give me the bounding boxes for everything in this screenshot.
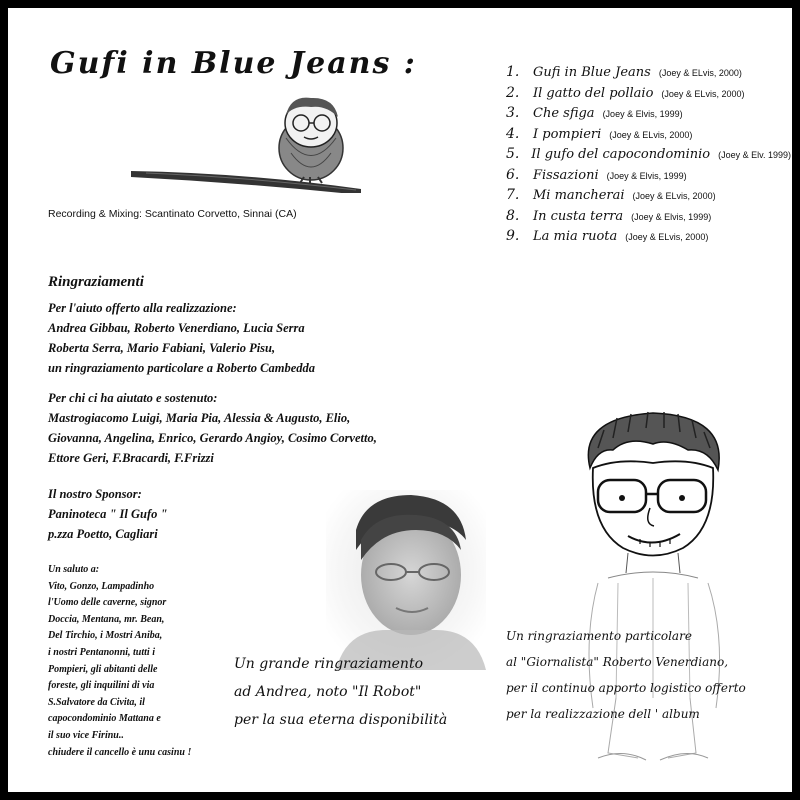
saluto-line: Un saluto a: (48, 564, 100, 575)
track-credit: (Joey & ELvis, 2000) (661, 88, 745, 99)
track-title: La mia ruota (533, 229, 618, 244)
thanks-line: per la realizzazione dell ' album (506, 707, 700, 721)
sponsor-line: p.zza Poetto, Cagliari (48, 527, 158, 541)
recording-credit: Recording & Mixing: Scantinato Corvetto, Sinnai (CA) (48, 208, 297, 220)
ack-line: Mastrogiacomo Luigi, Maria Pia, Alessia & Augusto, Elio, (48, 411, 351, 425)
thanks-andrea-text (234, 650, 447, 734)
ack-line: Ettore Geri, F.Bracardi, F.Frizzi (48, 451, 214, 465)
ack-line: Giovanna, Angelina, Enrico, Gerardo Angioy, Cosimo Corvetto, (48, 431, 377, 445)
track-credit: (Joey & Elvis, 1999) (631, 211, 712, 222)
track-item: 8. In custa terra (Joey & Elvis, 1999) (506, 207, 712, 224)
saluto-line: Vito, Gonzo, Lampadinho (48, 580, 155, 592)
track-title: I pompieri (533, 126, 602, 142)
saluto-line: l'Uomo delle caverne, signor (48, 597, 167, 609)
thanks-line: ad Andrea, noto "Il Robot" (234, 684, 422, 700)
saluto-line: chiudere il cancello è unu casinu ! (48, 746, 192, 758)
andrea-photo (326, 490, 486, 670)
track-item: 1. Gufi in Blue Jeans (Joey & ELvis, 2000) (506, 64, 742, 80)
ack-line: Per l'aiuto offerto alla realizzazione: (48, 301, 237, 315)
track-credit: (Joey & Elvis, 1999) (606, 170, 687, 181)
track-item: 2. Il gatto del pollaio (Joey & ELvis, 2000) (506, 84, 745, 101)
track-title: Il gatto del pollaio (533, 85, 654, 101)
track-title: In custa terra (533, 208, 624, 224)
saluto-line: i nostri Pentanonni, tutti i (48, 646, 155, 658)
track-credit: (Joey & Elvis, 1999) (602, 109, 683, 119)
track-item: 9. La mia ruota (Joey & ELvis, 2000) (506, 228, 709, 244)
ack-sostenuto (48, 388, 377, 468)
saluto-line: S.Salvatore da Civita, il (48, 696, 145, 708)
thanks-line: Un ringraziamento particolare (506, 629, 692, 643)
track-title: Mi mancherai (533, 188, 625, 203)
saluto-line: Doccia, Mentana, mr. Bean, (48, 613, 165, 625)
track-credit: (Joey & ELvis, 2000) (632, 191, 716, 201)
track-item: 5. Il gufo del capocondominio (Joey & Elv. 1999) (506, 146, 791, 162)
saluto-line: Pompieri, gli abitanti delle (48, 663, 158, 675)
track-item: 3. Che sfiga (Joey & Elvis, 1999) (506, 105, 683, 121)
track-credit: (Joey & ELvis, 2000) (625, 232, 709, 242)
thanks-line: per il continuo apporto logistico offerto (506, 681, 746, 695)
sponsor-block (48, 484, 167, 544)
ack-line: Per chi ci ha aiutato e sostenuto: (48, 391, 218, 405)
sponsor-line: Il nostro Sponsor: (48, 487, 142, 501)
track-title: Gufi in Blue Jeans (533, 65, 651, 80)
track-list (506, 64, 791, 249)
saluto-line: capocondominio Mattana e (48, 713, 161, 725)
thanks-line: Un grande ringraziamento (234, 656, 423, 672)
track-item: 7. Mi mancherai (Joey & ELvis, 2000) (506, 187, 716, 203)
ringraziamenti-heading: Ringraziamenti (48, 274, 144, 290)
track-title: Che sfiga (533, 106, 595, 121)
track-credit: (Joey & ELvis, 2000) (658, 68, 742, 78)
saluto-block (48, 562, 191, 761)
saluto-line: Del Tirchio, i Mostri Aniba, (48, 630, 163, 642)
saluto-line: il suo vice Firinu.. (48, 729, 124, 741)
ack-line: Andrea Gibbau, Roberto Venerdiano, Lucia Serra (48, 321, 305, 335)
thanks-line: per la sua eterna disponibilità (234, 712, 448, 728)
track-item: 6. Fissazioni (Joey & Elvis, 1999) (506, 166, 687, 183)
cd-booklet-page (8, 8, 792, 792)
ack-line: Roberta Serra, Mario Fabiani, Valerio Pisu, (48, 341, 276, 355)
track-item: 4. I pompieri (Joey & ELvis, 2000) (506, 125, 693, 142)
track-credit: (Joey & Elv. 1999) (718, 150, 791, 160)
album-title: Gufi in Blue Jeans : (50, 46, 417, 81)
track-title: Fissazioni (533, 167, 599, 183)
sponsor-line: Paninoteca " Il Gufo " (48, 507, 168, 521)
thanks-roberto-text (506, 623, 746, 727)
track-title: Il gufo del capocondominio (531, 147, 711, 162)
owl-on-branch-illustration (126, 93, 361, 193)
thanks-line: al "Giornalista" Roberto Venerdiano, (506, 655, 729, 669)
ack-line: un ringraziamento particolare a Roberto Cambedda (48, 361, 316, 375)
saluto-line: foreste, gli inquilini di via (48, 680, 155, 692)
ack-realizzazione (48, 298, 315, 378)
track-credit: (Joey & ELvis, 2000) (609, 129, 693, 140)
